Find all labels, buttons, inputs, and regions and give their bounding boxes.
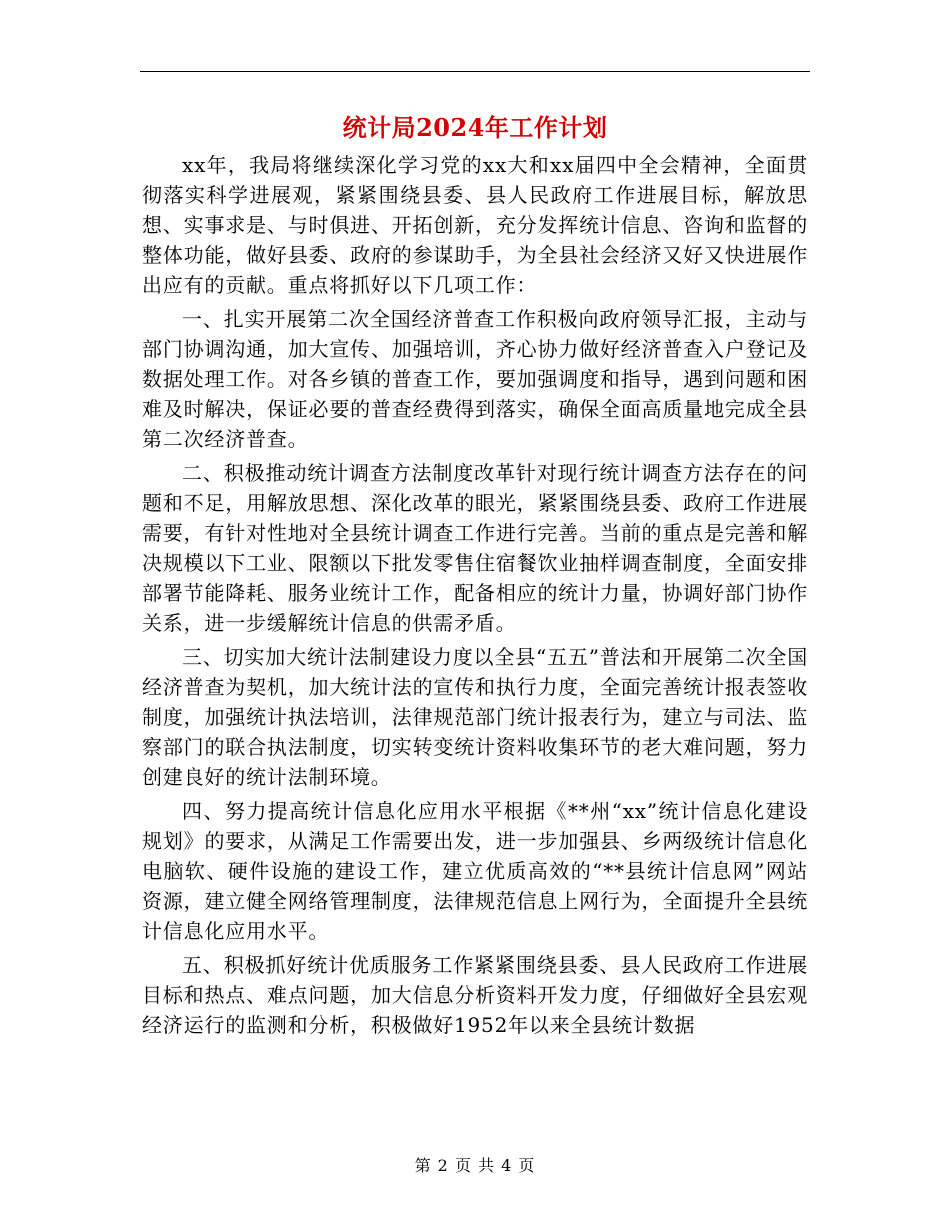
paragraph-4: 四、努力提高统计信息化应用水平根据《**州“xx”统计信息化建设规划》的要求，从满足工作需要出发，进一步加强县、乡两级统计信息化电脑软、硬件设施的建设工作，建立优质高效的“**县统计信息网”网站资源，建立健全网络管理制度，法律规范信息上网行为，全面提升全县统计信息化应用水平。 <box>142 799 808 943</box>
paragraph-1: 一、扎实开展第二次全国经济普查工作积极向政府领导汇报，主动与部门协调沟通，加大宣传、加强培训，齐心协力做好经济普查入户登记及数据处理工作。对各乡镇的普查工作，要加强调度和指导，遇到问题和困难及时解决，保证必要的普查经费得到落实，确保全面高质量地完成全县第二次经济普查。 <box>142 307 808 451</box>
paragraph-3: 三、切实加大统计法制建设力度以全县“五五”普法和开展第二次全国经济普查为契机，加大统计法的宣传和执行力度，全面完善统计报表签收制度，加强统计执法培训，法律规范部门统计报表行为，建立与司法、监察部门的联合执法制度，切实转变统计资料收集环节的老大难问题，努力创建良好的统计法制环境。 <box>142 645 808 789</box>
paragraph-5: 五、积极抓好统计优质服务工作紧紧围绕县委、县人民政府工作进展目标和热点、难点问题，加大信息分析资料开发力度，仔细做好全县宏观经济运行的监测和分析，积极做好1952年以来全县统计数据 <box>142 953 808 1037</box>
document-body <box>142 150 808 1040</box>
header-rule <box>140 71 810 72</box>
page-number-footer: 第 2 页 共 4 页 <box>414 1156 536 1175</box>
paragraph-intro: xx年，我局将继续深化学习党的xx大和xx届四中全会精神，全面贯彻落实科学进展观，紧紧围绕县委、县人民政府工作进展目标，解放思想、实事求是、与时俱进、开拓创新，充分发挥统计信息、咨询和监督的整体功能，做好县委、政府的参谋助手，为全县社会经济又好又快进展作出应有的贡献。重点将抓好以下几项工作： <box>142 153 808 297</box>
paragraph-2: 二、积极推动统计调查方法制度改革针对现行统计调查方法存在的问题和不足，用解放思想、深化改革的眼光，紧紧围绕县委、政府工作进展需要，有针对性地对全县统计调查工作进行完善。当前的重点是完善和解决规模以下工业、限额以下批发零售住宿餐饮业抽样调查制度，全面安排部署节能降耗、服务业统计工作，配备相应的统计力量，协调好部门协作关系，进一步缓解统计信息的供需矛盾。 <box>142 461 808 635</box>
document-title: 统计局2024年工作计划 <box>342 113 608 142</box>
